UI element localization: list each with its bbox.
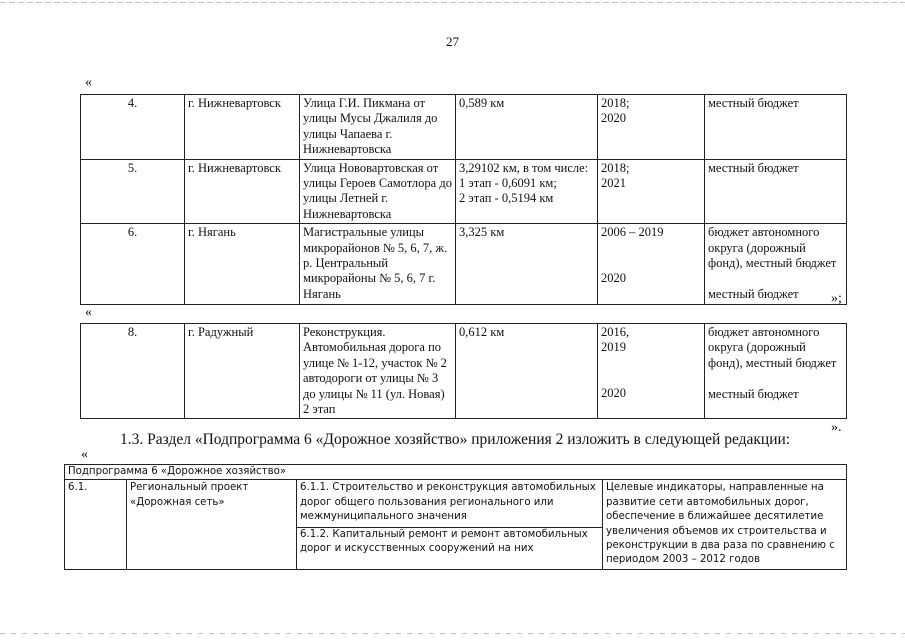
table-row: [81, 324, 847, 419]
row-number: 6.: [81, 224, 185, 305]
years-cell: 2018; 2021: [598, 159, 705, 224]
road-cell: Улица Нововартовская от улицы Героев Самотлора до улицы Летней г. Нижневартовска: [300, 159, 456, 224]
road-cell: Магистральные улицы микрорайонов № 5, 6, 7, ж. р. Центральный микрорайоны № 5, 6, 7 г. Нягань: [300, 224, 456, 305]
quote-open-3: «: [81, 447, 88, 462]
years-cell: 2018; 2020: [598, 95, 705, 160]
table-row: [81, 159, 847, 224]
table-row: [81, 95, 847, 160]
length-cell: 0,612 км: [456, 324, 598, 419]
subprogram-title: Подпрограмма 6 «Дорожное хозяйство»: [65, 465, 847, 480]
quote-close-2: ».: [831, 420, 842, 435]
subprogram-table: [64, 464, 847, 570]
length-cell: 3,29102 км, в том числе: 1 этап - 0,6091 км; 2 этап - 0,5194 км: [456, 159, 598, 224]
table-header-row: [65, 465, 847, 480]
table-row: [81, 224, 847, 305]
quote-close-1: »;: [831, 291, 842, 306]
row-number: 5.: [81, 159, 185, 224]
table-row: [65, 480, 847, 570]
city-cell: г. Нижневартовск: [185, 159, 300, 224]
scan-artifact-top: [0, 2, 905, 3]
row-number: 6.1.: [65, 480, 127, 570]
funding-cell: бюджет автономного округа (дорожный фонд), местный бюджет местный бюджет: [705, 324, 847, 419]
indicators-cell: Целевые индикаторы, направленные на развитие сети автомобильных дорог, обеспечение в ближайшее десятилетие увеличения объемов их строительства и реконструкции в два раза по сравнению с периодом 2003 – 2012 годов: [603, 480, 847, 570]
years-cell: 2016, 2019 2020: [598, 324, 705, 419]
roads-table-2: [80, 323, 847, 419]
project-cell: Региональный проект «Дорожная сеть»: [127, 480, 297, 570]
road-cell: Реконструкция. Автомобильная дорога по улице № 1-12, участок № 2 автодороги от улицы № 3 до улицы № 11 (ул. Новая) 2 этап: [300, 324, 456, 419]
length-cell: 0,589 км: [456, 95, 598, 160]
row-number: 4.: [81, 95, 185, 160]
city-cell: г. Радужный: [185, 324, 300, 419]
funding-cell: бюджет автономного округа (дорожный фонд), местный бюджет местный бюджет: [705, 224, 847, 305]
measure-item: 6.1.2. Капитальный ремонт и ремонт автомобильных дорог и искусственных сооружений на них: [300, 528, 588, 555]
measures-cell: [297, 480, 603, 570]
years-cell: 2006 – 2019 2020: [598, 224, 705, 305]
city-cell: г. Нягань: [185, 224, 300, 305]
length-cell: 3,325 км: [456, 224, 598, 305]
quote-open-2: «: [85, 305, 92, 320]
roads-table-1: [80, 94, 847, 305]
funding-cell: местный бюджет: [705, 159, 847, 224]
measure-item: 6.1.1. Строительство и реконструкция автомобильных дорог общего пользования регионального или межмуниципального значения: [297, 481, 602, 527]
page-number: 27: [446, 34, 459, 49]
road-cell: Улица Г.И. Пикмана от улицы Мусы Джалиля до улицы Чапаева г. Нижневартовска: [300, 95, 456, 160]
row-number: 8.: [81, 324, 185, 419]
section-paragraph: 1.3. Раздел «Подпрограмма 6 «Дорожное хозяйство» приложения 2 изложить в следующей редакции:: [120, 431, 791, 448]
city-cell: г. Нижневартовск: [185, 95, 300, 160]
quote-open-1: «: [85, 75, 92, 90]
scan-artifact-bottom: [0, 633, 905, 634]
funding-cell: местный бюджет: [705, 95, 847, 160]
